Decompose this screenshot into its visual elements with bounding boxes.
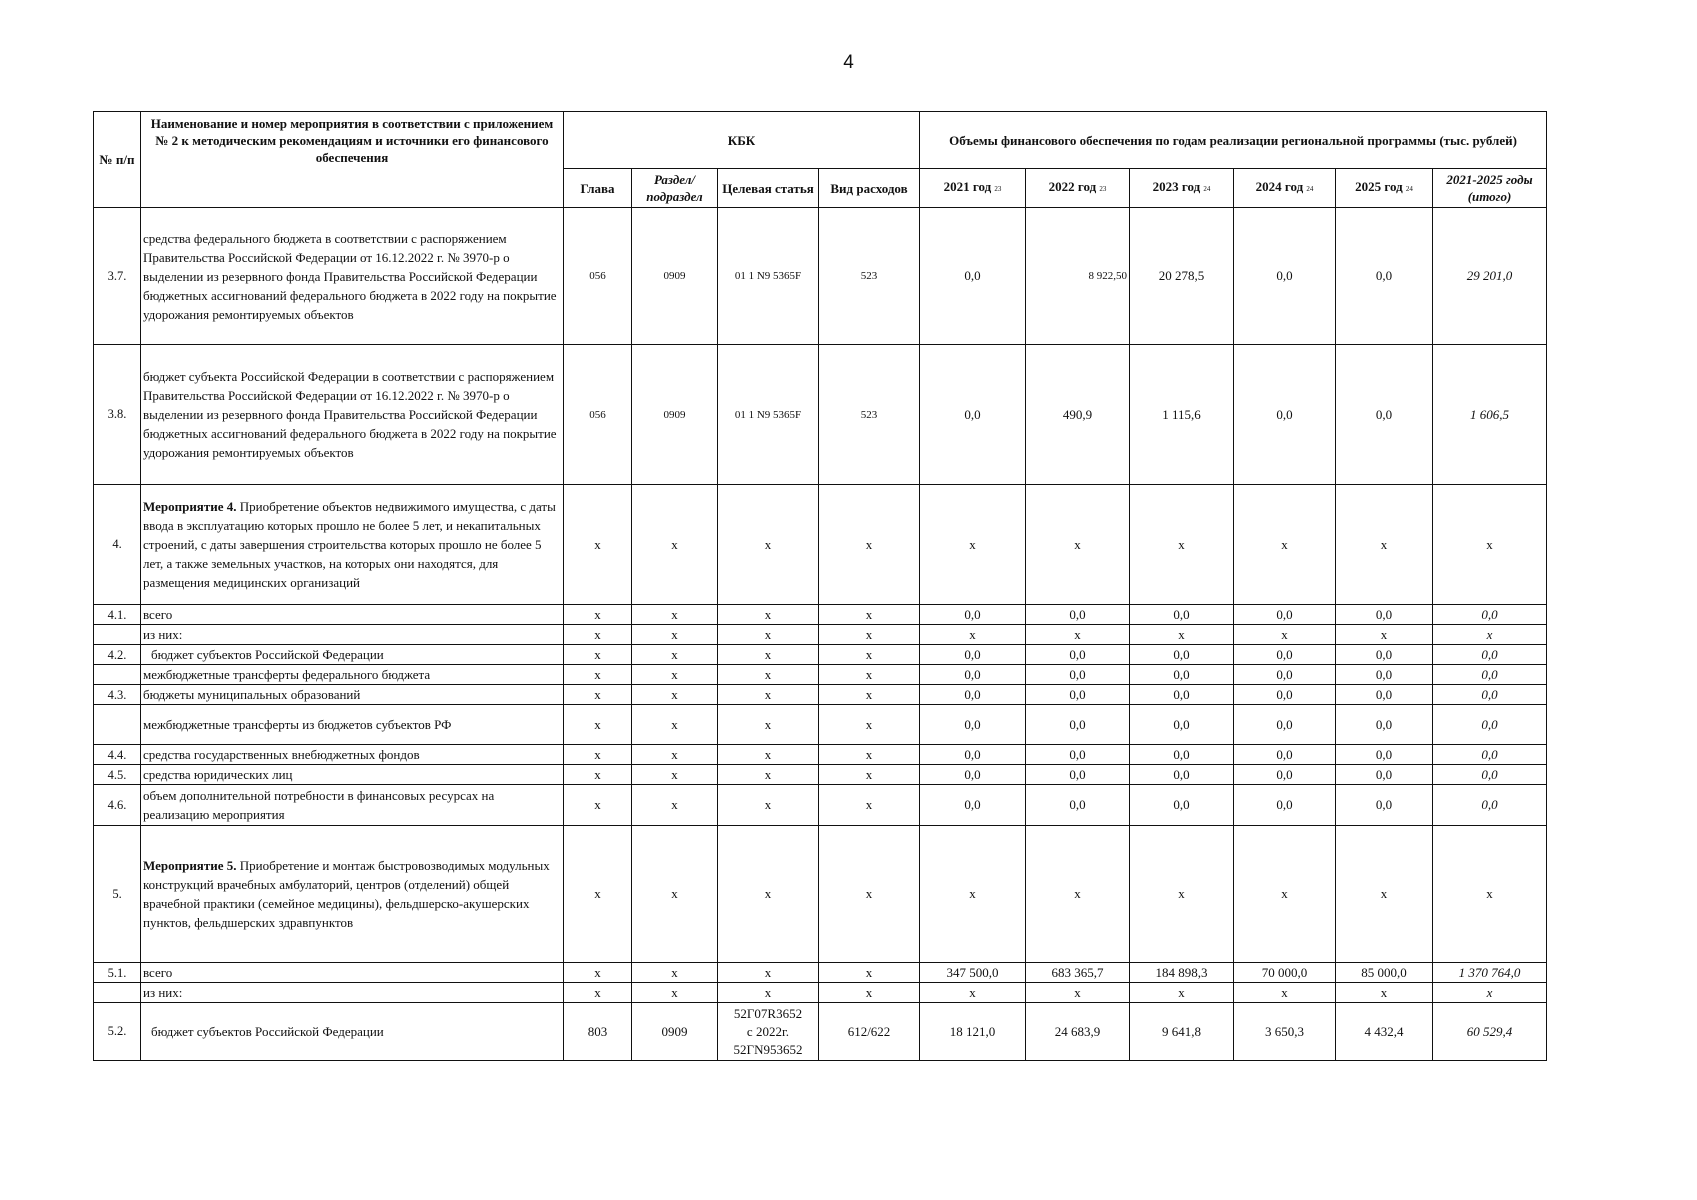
- cell-total: х: [1433, 485, 1547, 605]
- header-year-2023: 2023 год 24: [1130, 169, 1234, 208]
- cell-razdel: х: [632, 645, 718, 665]
- row-name: из них:: [141, 983, 564, 1003]
- cell-celevaya: х: [718, 645, 819, 665]
- cell-total: 0,0: [1433, 745, 1547, 765]
- cell-glava: х: [564, 983, 632, 1003]
- cell-total: 0,0: [1433, 705, 1547, 745]
- cell-razdel: 0909: [632, 1003, 718, 1061]
- table-row: [94, 705, 1547, 745]
- header-razdel: Раздел/ подраздел: [632, 169, 718, 208]
- row-num: 4.3.: [94, 685, 141, 705]
- cell-razdel: х: [632, 665, 718, 685]
- cell-razdel: 0909: [632, 345, 718, 485]
- cell-vid: 523: [819, 208, 920, 345]
- cell-2025: х: [1336, 983, 1433, 1003]
- cell-2023: 0,0: [1130, 685, 1234, 705]
- cell-total: 60 529,4: [1433, 1003, 1547, 1061]
- cell-2024: х: [1234, 983, 1336, 1003]
- header-vid: Вид расходов: [819, 169, 920, 208]
- cell-2022: х: [1026, 485, 1130, 605]
- cell-2023: х: [1130, 485, 1234, 605]
- cell-celevaya: х: [718, 605, 819, 625]
- cell-vid: х: [819, 983, 920, 1003]
- cell-glava: х: [564, 485, 632, 605]
- cell-razdel: х: [632, 785, 718, 826]
- cell-2024: 3 650,3: [1234, 1003, 1336, 1061]
- cell-2021: 18 121,0: [920, 1003, 1026, 1061]
- cell-celevaya: х: [718, 745, 819, 765]
- cell-total: х: [1433, 826, 1547, 963]
- row-name: всего: [141, 963, 564, 983]
- cell-total: 0,0: [1433, 765, 1547, 785]
- cell-vid: х: [819, 645, 920, 665]
- table-row: [94, 1003, 1547, 1061]
- row-name: из них:: [141, 625, 564, 645]
- cell-2023: 1 115,6: [1130, 345, 1234, 485]
- row-num: 5.1.: [94, 963, 141, 983]
- cell-glava: х: [564, 625, 632, 645]
- cell-razdel: х: [632, 826, 718, 963]
- cell-razdel: х: [632, 485, 718, 605]
- cell-glava: х: [564, 605, 632, 625]
- cell-2022: х: [1026, 625, 1130, 645]
- row-num: 5.2.: [94, 1003, 141, 1061]
- row-num: [94, 625, 141, 645]
- cell-2024: 70 000,0: [1234, 963, 1336, 983]
- cell-2024: 0,0: [1234, 785, 1336, 826]
- event-text: Приобретение и монтаж быстровозводимых модульных конструкций врачебных амбулаторий, центров (отделений) общей врачебной практики (семейное медицины), фельдшерско-акушерских пунктов, фельдшерских здравпунктов: [143, 858, 550, 930]
- row-name: [141, 485, 564, 605]
- cell-celevaya: 01 1 N9 5365F: [718, 208, 819, 345]
- cell-2023: 0,0: [1130, 765, 1234, 785]
- row-name: объем дополнительной потребности в финансовых ресурсах на реализацию мероприятия: [141, 785, 564, 826]
- cell-2021: 0,0: [920, 785, 1026, 826]
- cell-celevaya: х: [718, 785, 819, 826]
- table-row: [94, 785, 1547, 826]
- cell-2022: 0,0: [1026, 785, 1130, 826]
- cell-2025: 85 000,0: [1336, 963, 1433, 983]
- cell-2021: х: [920, 485, 1026, 605]
- row-num: 4.2.: [94, 645, 141, 665]
- cell-2023: 20 278,5: [1130, 208, 1234, 345]
- cell-2024: 0,0: [1234, 765, 1336, 785]
- cell-glava: х: [564, 765, 632, 785]
- cell-2023: 184 898,3: [1130, 963, 1234, 983]
- cell-celevaya: х: [718, 826, 819, 963]
- cell-glava: х: [564, 963, 632, 983]
- cell-2024: 0,0: [1234, 745, 1336, 765]
- cell-2025: 0,0: [1336, 605, 1433, 625]
- cell-2022: 490,9: [1026, 345, 1130, 485]
- cell-2024: х: [1234, 826, 1336, 963]
- cell-glava: х: [564, 645, 632, 665]
- cell-2023: 9 641,8: [1130, 1003, 1234, 1061]
- row-name: средства юридических лиц: [141, 765, 564, 785]
- page-number: 4: [843, 52, 854, 73]
- cell-2023: х: [1130, 826, 1234, 963]
- table-row: [94, 745, 1547, 765]
- cell-2022: 0,0: [1026, 665, 1130, 685]
- row-name: бюджет субъекта Российской Федерации в соответствии с распоряжением Правительства Российской Федерации от 16.12.2022 г. № 3970-р о выделении из резервного фонда Правительства Российской Федерации бюджетных ассигнований федерального бюджета в 2022 году на покрытие удорожания ремонтируемых объектов: [141, 345, 564, 485]
- cell-2024: 0,0: [1234, 645, 1336, 665]
- cell-glava: 056: [564, 345, 632, 485]
- cell-total: х: [1433, 983, 1547, 1003]
- cell-total: 1 370 764,0: [1433, 963, 1547, 983]
- header-num: № п/п: [94, 112, 141, 208]
- cell-2025: 0,0: [1336, 765, 1433, 785]
- table-row: [94, 605, 1547, 625]
- cell-2025: 0,0: [1336, 645, 1433, 665]
- cell-2021: х: [920, 983, 1026, 1003]
- row-name: межбюджетные трансферты федерального бюджета: [141, 665, 564, 685]
- header-year-2021: 2021 год 23: [920, 169, 1026, 208]
- cell-vid: 612/622: [819, 1003, 920, 1061]
- cell-2022: 0,0: [1026, 765, 1130, 785]
- celevaya-line: с 2022г.: [746, 1023, 790, 1039]
- row-num: 5.: [94, 826, 141, 963]
- cell-2021: х: [920, 826, 1026, 963]
- cell-razdel: х: [632, 983, 718, 1003]
- celevaya-line: 52Г07R3652: [733, 1005, 803, 1021]
- cell-razdel: х: [632, 685, 718, 705]
- row-name: бюджет субъектов Российской Федерации: [141, 1003, 564, 1061]
- cell-2023: х: [1130, 983, 1234, 1003]
- cell-2024: 0,0: [1234, 208, 1336, 345]
- cell-2024: х: [1234, 625, 1336, 645]
- cell-2021: 0,0: [920, 645, 1026, 665]
- cell-2025: 0,0: [1336, 705, 1433, 745]
- cell-2023: 0,0: [1130, 705, 1234, 745]
- table-row: [94, 826, 1547, 963]
- cell-celevaya: х: [718, 963, 819, 983]
- cell-vid: х: [819, 685, 920, 705]
- cell-total: 0,0: [1433, 605, 1547, 625]
- row-name: средства федерального бюджета в соответствии с распоряжением Правительства Российской Федерации от 16.12.2022 г. № 3970-р о выделении из резервного фонда Правительства Российской Федерации бюджетных ассигнований федерального бюджета в 2022 году на покрытие удорожания ремонтируемых объектов: [141, 208, 564, 345]
- row-num: 3.7.: [94, 208, 141, 345]
- row-num: 4.: [94, 485, 141, 605]
- cell-vid: х: [819, 605, 920, 625]
- row-num: 4.1.: [94, 605, 141, 625]
- row-num: 4.4.: [94, 745, 141, 765]
- cell-2024: 0,0: [1234, 605, 1336, 625]
- cell-vid: 523: [819, 345, 920, 485]
- cell-vid: х: [819, 765, 920, 785]
- cell-vid: х: [819, 745, 920, 765]
- cell-2022: 0,0: [1026, 705, 1130, 745]
- cell-vid: х: [819, 785, 920, 826]
- cell-celevaya: х: [718, 765, 819, 785]
- cell-total: 1 606,5: [1433, 345, 1547, 485]
- cell-2025: 0,0: [1336, 745, 1433, 765]
- row-name: средства государственных внебюджетных фондов: [141, 745, 564, 765]
- header-name: Наименование и номер мероприятия в соответствии с приложением № 2 к методическим рекомендациям и источники его финансового обеспечения: [141, 112, 564, 208]
- row-num: 3.8.: [94, 345, 141, 485]
- cell-celevaya: 01 1 N9 5365F: [718, 345, 819, 485]
- cell-vid: х: [819, 625, 920, 645]
- row-name: всего: [141, 605, 564, 625]
- cell-glava: х: [564, 685, 632, 705]
- table-row: [94, 625, 1547, 645]
- cell-glava: 056: [564, 208, 632, 345]
- header-volumes: Объемы финансового обеспечения по годам реализации региональной программы (тыс. рублей): [920, 112, 1547, 169]
- cell-2021: 0,0: [920, 208, 1026, 345]
- cell-razdel: х: [632, 605, 718, 625]
- cell-2025: х: [1336, 826, 1433, 963]
- cell-2025: 0,0: [1336, 208, 1433, 345]
- cell-vid: х: [819, 705, 920, 745]
- cell-razdel: 0909: [632, 208, 718, 345]
- table-row: [94, 665, 1547, 685]
- cell-2024: 0,0: [1234, 705, 1336, 745]
- cell-glava: х: [564, 745, 632, 765]
- table-row: [94, 983, 1547, 1003]
- cell-total: х: [1433, 625, 1547, 645]
- cell-razdel: х: [632, 963, 718, 983]
- cell-2021: 0,0: [920, 665, 1026, 685]
- table-row: [94, 645, 1547, 665]
- event-title: Мероприятие 4.: [143, 499, 237, 514]
- cell-vid: х: [819, 665, 920, 685]
- cell-glava: х: [564, 826, 632, 963]
- cell-glava: х: [564, 665, 632, 685]
- row-name: межбюджетные трансферты из бюджетов субъектов РФ: [141, 705, 564, 745]
- cell-2025: 0,0: [1336, 685, 1433, 705]
- row-num: [94, 983, 141, 1003]
- cell-celevaya: х: [718, 625, 819, 645]
- cell-vid: х: [819, 485, 920, 605]
- cell-razdel: х: [632, 765, 718, 785]
- cell-2021: 0,0: [920, 685, 1026, 705]
- cell-2021: 0,0: [920, 345, 1026, 485]
- cell-celevaya: [718, 1003, 819, 1061]
- cell-2023: 0,0: [1130, 665, 1234, 685]
- cell-2023: х: [1130, 625, 1234, 645]
- event-title: Мероприятие 5.: [143, 858, 237, 873]
- cell-2023: 0,0: [1130, 645, 1234, 665]
- financing-table: [93, 111, 1547, 1061]
- cell-2024: х: [1234, 485, 1336, 605]
- table-row: [94, 485, 1547, 605]
- event-text: Приобретение объектов недвижимого имущества, с даты ввода в эксплуатацию которых прошло не более 5 лет, и некапитальных строений, с даты завершения строительства которых прошло не более 5 лет, а также земельных участков, на которых они находятся, для размещения медицинских организаций: [143, 499, 556, 590]
- cell-2023: 0,0: [1130, 605, 1234, 625]
- cell-total: 0,0: [1433, 785, 1547, 826]
- row-name: [141, 826, 564, 963]
- cell-2025: 0,0: [1336, 345, 1433, 485]
- cell-2024: 0,0: [1234, 685, 1336, 705]
- cell-glava: х: [564, 785, 632, 826]
- cell-vid: х: [819, 826, 920, 963]
- cell-total: 29 201,0: [1433, 208, 1547, 345]
- cell-celevaya: х: [718, 685, 819, 705]
- table-row: [94, 685, 1547, 705]
- cell-celevaya: х: [718, 485, 819, 605]
- cell-glava: 803: [564, 1003, 632, 1061]
- table-row: [94, 765, 1547, 785]
- cell-celevaya: х: [718, 665, 819, 685]
- cell-2022: 683 365,7: [1026, 963, 1130, 983]
- cell-2024: 0,0: [1234, 665, 1336, 685]
- cell-2025: х: [1336, 485, 1433, 605]
- header-year-2024: 2024 год 24: [1234, 169, 1336, 208]
- cell-2022: 0,0: [1026, 685, 1130, 705]
- cell-razdel: х: [632, 745, 718, 765]
- row-num: 4.6.: [94, 785, 141, 826]
- row-num: [94, 665, 141, 685]
- cell-2021: 0,0: [920, 705, 1026, 745]
- header-kbk: КБК: [564, 112, 920, 169]
- cell-2022: 0,0: [1026, 605, 1130, 625]
- cell-razdel: х: [632, 705, 718, 745]
- cell-2022: 24 683,9: [1026, 1003, 1130, 1061]
- celevaya-line: 52ГN953652: [733, 1041, 803, 1057]
- cell-2024: 0,0: [1234, 345, 1336, 485]
- cell-2021: 0,0: [920, 765, 1026, 785]
- cell-2021: 347 500,0: [920, 963, 1026, 983]
- row-num: [94, 705, 141, 745]
- row-name: бюджеты муниципальных образований: [141, 685, 564, 705]
- header-celevaya: Целевая статья: [718, 169, 819, 208]
- header-year-2025: 2025 год 24: [1336, 169, 1433, 208]
- header-total: 2021-2025 годы (итого): [1433, 169, 1547, 208]
- cell-2021: 0,0: [920, 745, 1026, 765]
- cell-2022: 8 922,50: [1026, 208, 1130, 345]
- cell-2022: 0,0: [1026, 745, 1130, 765]
- cell-2025: 0,0: [1336, 665, 1433, 685]
- cell-total: 0,0: [1433, 645, 1547, 665]
- cell-glava: х: [564, 705, 632, 745]
- table-row: [94, 345, 1547, 485]
- cell-2023: 0,0: [1130, 745, 1234, 765]
- cell-total: 0,0: [1433, 665, 1547, 685]
- cell-2025: х: [1336, 625, 1433, 645]
- cell-2021: х: [920, 625, 1026, 645]
- cell-2025: 4 432,4: [1336, 1003, 1433, 1061]
- cell-2021: 0,0: [920, 605, 1026, 625]
- cell-vid: х: [819, 963, 920, 983]
- table-row: [94, 208, 1547, 345]
- header-glava: Глава: [564, 169, 632, 208]
- cell-celevaya: х: [718, 983, 819, 1003]
- header-year-2022: 2022 год 23: [1026, 169, 1130, 208]
- cell-2023: 0,0: [1130, 785, 1234, 826]
- cell-2022: х: [1026, 983, 1130, 1003]
- cell-razdel: х: [632, 625, 718, 645]
- table-row: [94, 963, 1547, 983]
- cell-2025: 0,0: [1336, 785, 1433, 826]
- row-name: бюджет субъектов Российской Федерации: [141, 645, 564, 665]
- cell-2022: 0,0: [1026, 645, 1130, 665]
- cell-2022: х: [1026, 826, 1130, 963]
- row-num: 4.5.: [94, 765, 141, 785]
- cell-total: 0,0: [1433, 685, 1547, 705]
- cell-celevaya: х: [718, 705, 819, 745]
